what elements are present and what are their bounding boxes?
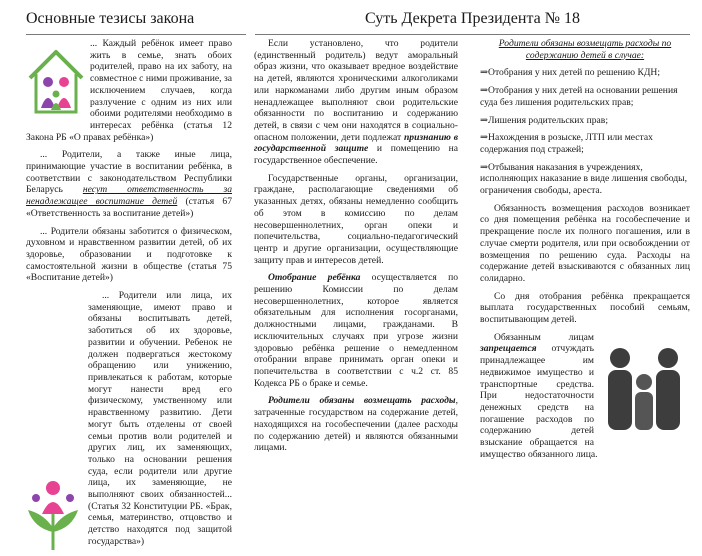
decree-paragraph-3-emphasis: Отобрание ребёнка (268, 272, 361, 284)
family-silhouette-image (598, 338, 690, 438)
law-thesis-2 (26, 149, 232, 219)
decree-paragraph-1-text: Если установлено, что родители (единственный родитель) ведут аморальный образ жизни, что оказывает вредное воздействие на детей, являются хроническими алкоголиками или наркоманами либо другим иным образом ненадлежащее выполняют свои родительские обязанности по воспитанию и содержанию детей, в связи с чем они находятся в социально-опасном положении, дети подлежат (254, 38, 458, 143)
family-silhouette-icon (598, 338, 690, 438)
decree-paragraph-3-text: осуществляется по решению Комиссии по делам несовершеннолетних, которое является обязательным для исполнения госорганами, должностными лицами, гражданами. В исключительных случаях при угрозе жизни здоровью ребёнка решение о немедленном отобрании вправе принимать орган опеки и попечительства в соответствии с ч.2 ст. 85 Кодекса РБ о браке и семье. (254, 272, 459, 389)
decree-paragraph-4-text: , затраченные государством на содержание детей, находящихся на гособеспечении (далее расходы по содержанию детей) и являются обязанными лицами. (254, 395, 458, 454)
header-left-title: Основные тезисы закона (26, 4, 246, 35)
reimbursement-title: Родители обязаны возмещать расходы по содержанию детей в случае: (498, 38, 672, 61)
flower-people-logo (22, 470, 84, 556)
law-thesis-4: ... Родители или лица, их заменяющие, имеют право и обязаны воспитывать детей, заботиться об их здоровье, развитии и обучении. Ребенок не должен подвергаться жестокому обращению или унижению, привлекаться к работам, которые могут нанести вред его физическому, умственному или нравственному развитию. Дети могут быть отделены от своей семьи против воли родителей и других лиц, их заменяющих, только на основании решения суда, если родители или другие лица, их заменяющие, не выполняют своих обязанностей...(Статья 32 Конституции РБ. «Брак, семья, материнство, отцовство и детство находятся под защитой государства») (88, 290, 232, 547)
decree-paragraph-1-emphasis: признанию в государственной защите (254, 131, 458, 155)
reimbursement-case-4: ⇒Нахождения в розыске, ЛТП или местах содержания под стражей; (480, 132, 653, 155)
decree-paragraph-4-emphasis: Родители обязаны возмещать расходы (268, 395, 456, 407)
reimbursement-paragraph-3-end: отчуждать принадлежащее им недвижимое имущество и транспортные средства. При недостаточности денежных средств на погашение расходов по содержанию детей взыскание обращается на имущество обязанного лица. (480, 343, 598, 460)
decree-paragraph-1-end: и помещению на государственное обеспечение. (254, 143, 459, 167)
law-thesis-2-ref: (статья 67 «Ответственность за воспитание детей») (26, 196, 232, 219)
reimbursement-paragraph-2: Со дня отобрания ребёнка прекращается выплата государственных пособий семьям, воспитывающим детей. (480, 290, 690, 326)
flower-family-icon (22, 470, 84, 554)
header-right-title: Суть Декрета Президента № 18 (255, 4, 690, 35)
decree-paragraph-1 (254, 38, 458, 167)
reimbursement-case-1: ⇒Отобрания у них детей по решению КДН; (480, 67, 661, 79)
law-thesis-3: ... Родители обязаны заботится о физическом, духовном и нравственном развитии детей, об их здоровье, образовании и подготовке к самостоятельной жизни в обществе (статья 75 «Воспитание детей») (26, 225, 232, 284)
law-thesis-2-text: ... Родители, а также иные лица, принимающие участие в воспитании ребёнка, в соответствии с законодательством Республики Беларусь (26, 149, 232, 196)
decree-paragraph-4 (254, 395, 458, 454)
column-law-theses (26, 38, 232, 547)
law-thesis-1: ... Каждый ребёнок имеет право жить в семье, знать обоих родителей, право на их заботу, на совместное с ними проживание, за исключением случаев, когда разлучение с одним из них или обоими родителями необходимо в интересах ребёнка (статья 12 Закона РБ «О правах ребёнка») (26, 38, 232, 143)
decree-paragraph-3 (254, 272, 458, 389)
law-thesis-2-emphasis: несут ответственность за ненадлежащее воспитание детей (26, 184, 232, 208)
reimbursement-case-2: ⇒Отобрания у них детей на основании решения суда без лишения родительских прав; (480, 85, 678, 108)
column-decree-essence (254, 38, 458, 492)
reimbursement-paragraph-3-text: Обязанным лицам (494, 331, 594, 343)
house-family-icon (26, 38, 86, 122)
reimbursement-case-3: ⇒Лишения родительских прав; (480, 114, 608, 126)
family-house-logo (26, 38, 86, 124)
reimbursement-case-5: ⇒Отбывания наказания в учреждениях, исполняющих наказание в виде лишения свободы, ограничения свободы, ареста. (480, 161, 687, 197)
reimbursement-paragraph-1: Обязанность возмещения расходов возникает со дня помещения ребёнка на гособеспечение и прекращение после их полного погашения, или в случае смерти родителя, или при освобождении от возмещения по решению суда. Расходы на содержание детей взыскиваются с обязанных лиц солидарно. (480, 202, 690, 284)
column-reimbursement (480, 38, 690, 492)
decree-paragraph-2: Государственные органы, организации, граждане, располагающие сведениями об указанных детях, обязаны немедленно сообщить об этом в комиссию по делам несовершеннолетних, орган опеки и попечительства, социально-педагогический центр и другие организации, осуществляющие защиту прав и интересов детей. (254, 172, 458, 266)
reimbursement-paragraph-3-emphasis: запрещается (480, 343, 537, 355)
